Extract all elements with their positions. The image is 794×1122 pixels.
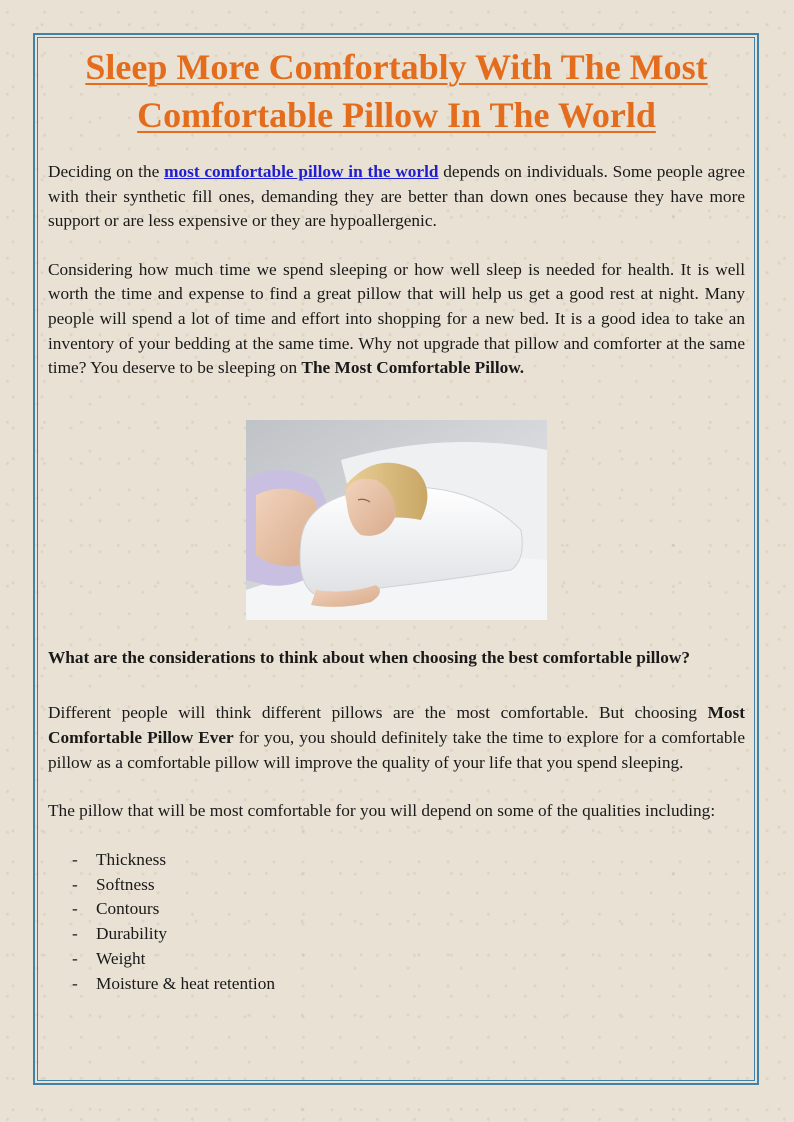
intro-paragraph: [48, 160, 745, 234]
intro-text-end: depends on individuals. Some people agree with their synthetic fill ones, demanding they are better than down ones because they have more support or are less expensive or they are hypoallergenic.: [48, 162, 745, 231]
choosing-text-end: for you, you should definitely take the time to explore for a comfortable pillow as a comfortable pillow will improve the quality of your life that you spend sleeping.: [48, 727, 746, 772]
list-item: - Thickness: [48, 848, 745, 873]
sleep-text: Considering how much time we spend sleeping or how well sleep is needed for health. It is well worth the time and expense to find a great pillow that will help us get a good rest at night. Many people will spend a lot of time and effort into shopping for a new bed. It is a good idea to take an inventory of your bedding at the same time. Why not upgrade that pillow and comforter at the same time? You deserve to be sleeping on: [48, 259, 745, 378]
choosing-text-start: Different people will think different pillows are the most comfortable. But choosing: [48, 703, 708, 723]
qualities-intro: The pillow that will be most comfortable for you will depend on some of the qualities including:: [48, 801, 716, 821]
woman-sleeping-on-pillow-photo: [246, 420, 547, 620]
choosing-bold-text: Most Comfortable Pillow Ever: [48, 703, 745, 747]
choosing-paragraph: [48, 701, 745, 775]
list-item: - Contours: [48, 897, 745, 922]
intro-text-start: Deciding on the: [48, 162, 165, 181]
article: [48, 43, 745, 997]
sleep-paragraph: [48, 258, 745, 381]
list-item: - Durability: [48, 922, 745, 947]
considerations-heading: What are the considerations to think about when choosing the best comfortable pillow?: [48, 647, 690, 667]
list-item: - Moisture & heat retention: [48, 972, 745, 997]
pillow-link[interactable]: most comfortable pillow in the world: [164, 162, 439, 181]
page-title: Sleep More Comfortably With The Most Comfortable Pillow In The World: [85, 47, 708, 135]
qualities-list: [48, 848, 745, 997]
list-item: - Weight: [48, 947, 745, 972]
sleep-bold-text: The Most Comfortable Pillow.: [301, 358, 525, 378]
photo-illustration: [246, 420, 547, 620]
list-item: - Softness: [48, 873, 745, 898]
